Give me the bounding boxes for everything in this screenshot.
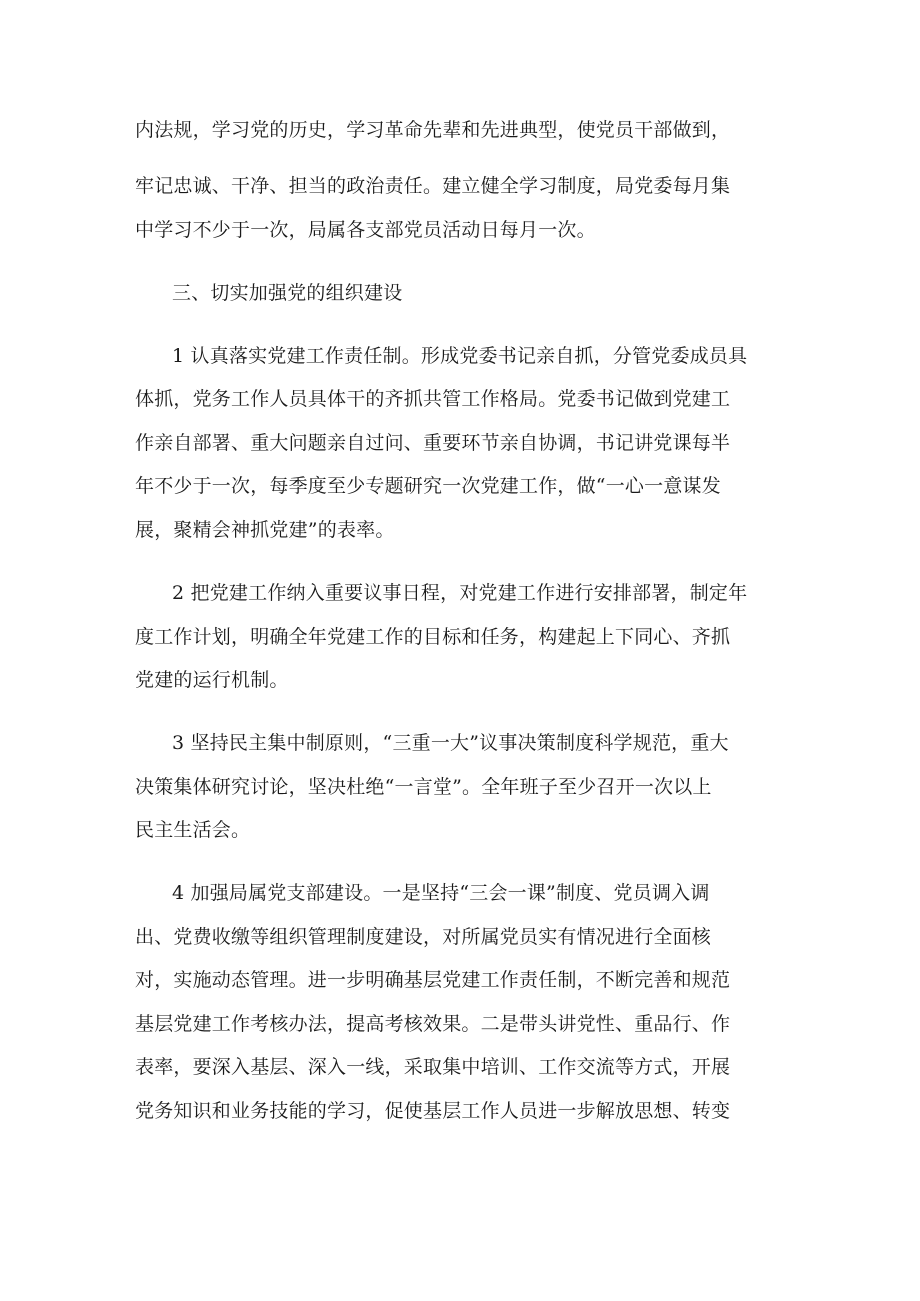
paragraph-line: 1 认真落实党建工作责任制。形成党委书记亲自抓，分管党委成员具 <box>172 345 748 367</box>
paragraph-line: 展，聚精会神抓党建”的表率。 <box>135 519 395 541</box>
paragraph-line: 党务知识和业务技能的学习，促使基层工作人员进一步解放思想、转变 <box>135 1100 731 1122</box>
section-heading: 三、切实加强党的组织建设 <box>172 282 403 304</box>
paragraph-line: 表率，要深入基层、深入一线，采取集中培训、工作交流等方式，开展 <box>135 1056 731 1078</box>
paragraph-line: 4 加强局属党支部建设。一是坚持“三会一课”制度、党员调入调 <box>172 882 710 904</box>
paragraph-line: 党建的运行机制。 <box>135 669 289 691</box>
paragraph-line: 2 把党建工作纳入重要议事日程，对党建工作进行安排部署，制定年 <box>172 582 748 604</box>
paragraph-line: 中学习不少于一次，局属各支部党员活动日每月一次。 <box>135 219 596 241</box>
paragraph-line: 基层党建工作考核办法，提高考核效果。二是带头讲党性、重品行、作 <box>135 1013 731 1035</box>
paragraph-line: 对，实施动态管理。进一步明确基层党建工作责任制，不断完善和规范 <box>135 969 731 991</box>
paragraph-line: 决策集体研究讨论，坚决杜绝“一言堂”。全年班子至少召开一次以上 <box>135 776 712 798</box>
paragraph-line: 度工作计划，明确全年党建工作的目标和任务，构建起上下同心、齐抓 <box>135 626 731 648</box>
paragraph-line: 年不少于一次，每季度至少专题研究一次党建工作，做“一心一意谋发 <box>135 475 721 497</box>
paragraph-line: 作亲自部署、重大问题亲自过问、重要环节亲自协调，书记讲党课每半 <box>135 432 731 454</box>
paragraph-line: 3 坚持民主集中制原则，“三重一大”议事决策制度科学规范，重大 <box>172 732 729 754</box>
paragraph-line: 民主生活会。 <box>135 819 251 841</box>
paragraph-line: 内法规，学习党的历史，学习革命先辈和先进典型，使党员干部做到， <box>135 119 731 141</box>
paragraph-line: 牢记忠诚、干净、担当的政治责任。建立健全学习制度，局党委每月集 <box>135 175 731 197</box>
paragraph-line: 体抓，党务工作人员具体干的齐抓共管工作格局。党委书记做到党建工 <box>135 388 731 410</box>
paragraph-line: 出、党费收缴等组织管理制度建设，对所属党员实有情况进行全面核 <box>135 926 712 948</box>
